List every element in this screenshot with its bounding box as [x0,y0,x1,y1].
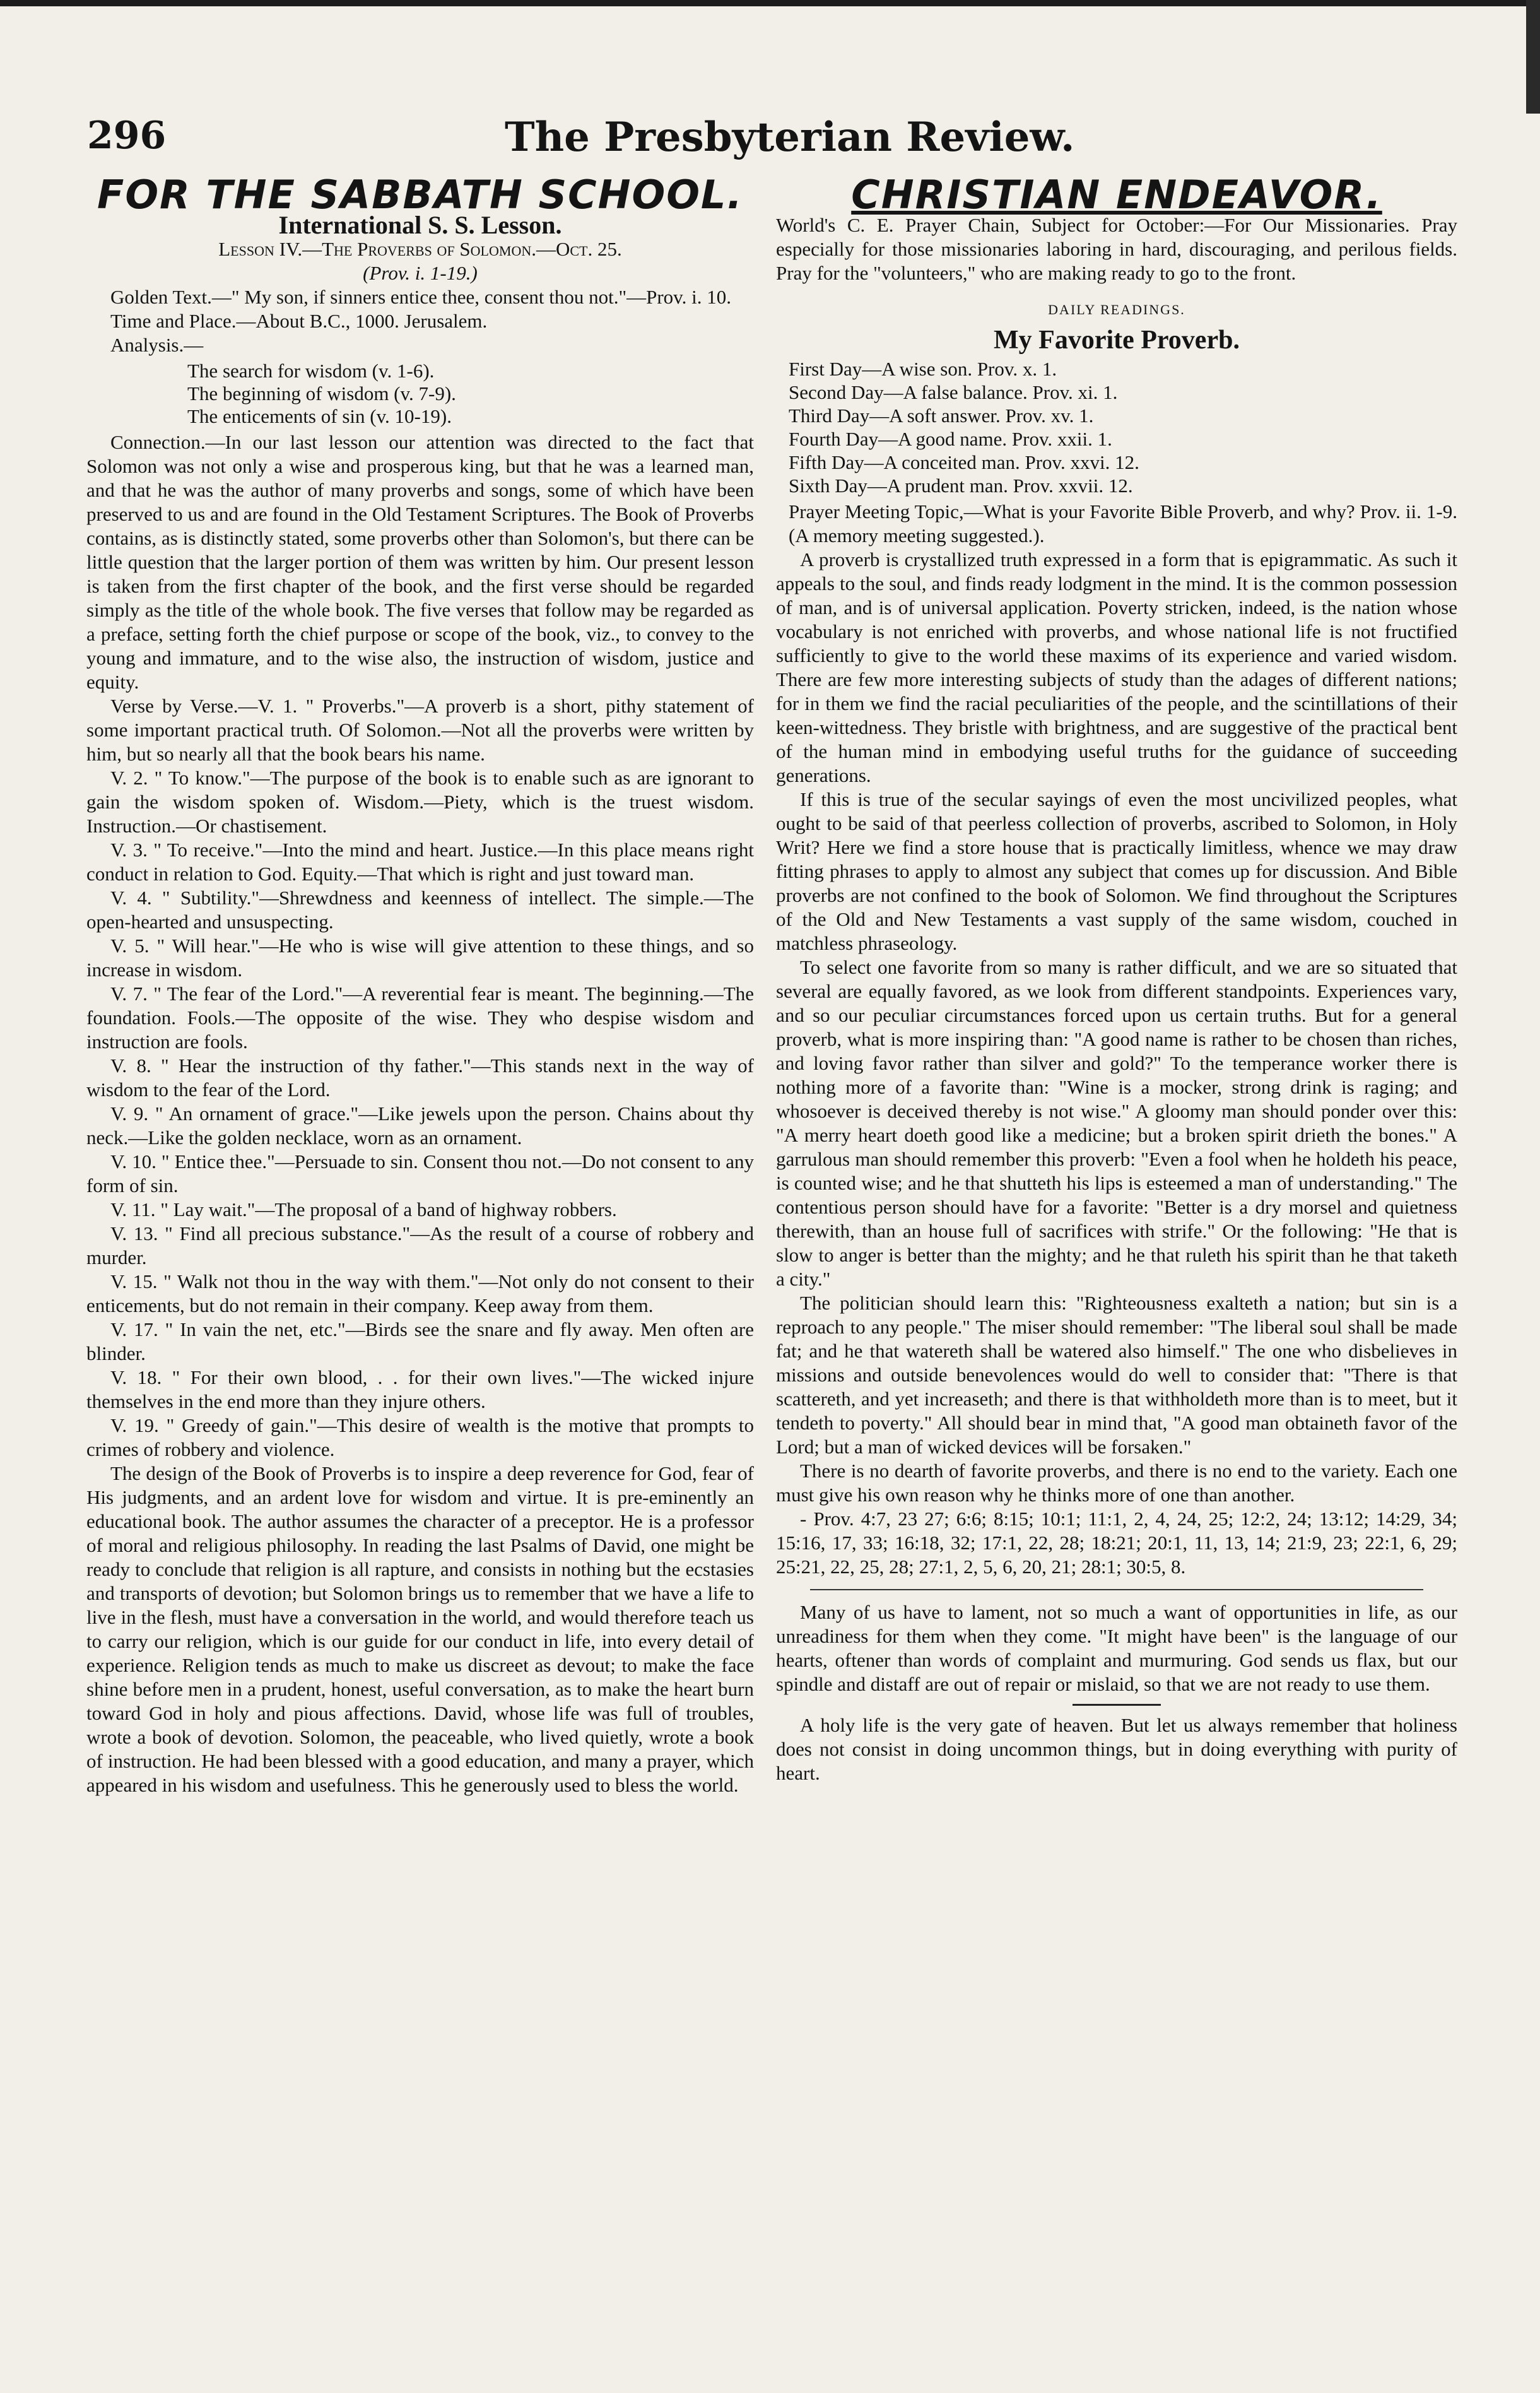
analysis-item: The search for wisdom (v. 1-6). [187,360,435,382]
reading-item: First Day—A wise son. Prov. x. 1. [789,358,1057,380]
paragraph: V. 13. " Find all precious substance."—As the result of a course of robbery and murder. [86,1222,754,1268]
paragraph: V. 11. " Lay wait."—The proposal of a band of highway robbers. [110,1198,617,1220]
prayer-chain: World's C. E. Prayer Chain, Subject for October:—For Our Missionaries. Pray especially for those missionaries laboring in hard, discouraging, and perilous fields. Pray for the "volunteers," who are making ready to go to the front. [776,214,1457,284]
analysis-label: Analysis.— [110,334,204,356]
paragraph: Connection.—In our last lesson our attention was directed to the fact that Solomon was not only a wise and prosperous king, but that he was a learned man, and that he was the author of many proverbs and songs, some of which have been preserved to us and are found in the Old Testament Scriptures. The Book of Proverbs contains, as is distinctly stated, some proverbs other than Solomon's, but there can be little question that the larger portion of them was written by him. Our present lesson is taken from the first chapter of the book, and the first verse should be regarded simply as the title of the whole book. The five verses that follow may be regarded as a preface, setting forth the chief purpose or scope of the book, viz., to convey to the young and immature, and to the wise also, the instruction of wisdom, justice and equity. [86,431,754,693]
paragraph: Verse by Verse.—V. 1. " Proverbs."—A proverb is a short, pithy statement of some important practical truth. Of Solomon.—Not all the proverbs were written by him, but so nearly all that the book bears his name. [86,695,754,765]
paragraph: Many of us have to lament, not so much a want of opportunities in life, as our unreadiness for them when they come. "It might have been" is the language of our hearts, oftener than words of complaint and murmuring. God sends us flax, but our spindle and distaff are out of repair or mislaid, so that we are not ready to use them. [776,1601,1457,1695]
reading-item: Fifth Day—A conceited man. Prov. xxvi. 12. [789,451,1139,473]
paragraph: V. 19. " Greedy of gain."—This desire of wealth is the motive that prompts to crimes of robbery and violence. [86,1414,754,1460]
golden-text: Golden Text.—" My son, if sinners entice thee, consent thou not."—Prov. i. 10. [110,286,732,308]
paragraph: V. 17. " In vain the net, etc."—Birds see the snare and fly away. Men often are blinder. [86,1318,754,1364]
readings-list [789,357,1457,497]
paragraph: A proverb is crystallized truth expressed in a form that is epigrammatic. As such it appeals to the soul, and finds ready lodgment in the mind. It is the common possession of man, and is of universal application. Poverty stricken, indeed, is the nation whose vocabulary is not enriched with proverbs, and whose national life is not fructified sufficiently to give to the world these maxims of its experience and varied wisdom. There are few more interesting subjects of study than the adages of different nations; for in them we find the racial peculiarities of the people, and the scintillations of their keen-wittedness. They bristle with brightness, and are suggestive of the practical bent of the human mind in embodying useful truths for the guidance of succeeding generations. [776,548,1457,786]
reading-item: Fourth Day—A good name. Prov. xxii. 1. [789,428,1112,450]
paragraph: V. 7. " The fear of the Lord."—A reverential fear is meant. The beginning.—The foundation. Fools.—The opposite of the wise. They who despise wisdom and instruction are fools. [86,983,754,1053]
section-divider [810,1589,1423,1590]
paragraph: V. 2. " To know."—The purpose of the book is to enable such as are ignorant to gain the wisdom spoken of. Wisdom.—Piety, which is the truest wisdom. Instruction.—Or chastisement. [86,767,754,837]
daily-readings-label: DAILY READINGS. [1048,302,1185,317]
paragraph: V. 15. " Walk not thou in the way with them."—Not only do not consent to their enticements, but do not remain in their company. Keep away from them. [86,1270,754,1316]
paragraph: The design of the Book of Proverbs is to inspire a deep reverence for God, fear of His judgments, and an ardent love for wisdom and virtue. It is pre-eminently an educational book. The author assumes the character of a preceptor. He is a professor of moral and religious philosophy. In reading the last Psalms of David, one might be ready to conclude that religion is all rapture, and consists in nothing but the ecstasies and transports of devotion; but Solomon brings us to remember that we have a life to live in the flesh, must have a conversation in the world, and would therefore teach us to carry our religion, which is our guide for our conduct in life, into every detail of experience. Religion tends as much to make us discreet as devout; to make the face shine before men in a prudent, honest, useful conversation, as to make the heart burn toward God in holy and pious affections. David, whose life was full of troubles, wrote a book of devotion. Solomon, the peaceable, who lived quietly, wrote a book of instruction. He had been blessed with a good education, and many a prayer, which appeared in his wisdom and usefulness. This he generously used to bless the world. [86,1462,754,1796]
paragraph: V. 4. " Subtility."—Shrewdness and keenness of intellect. The simple.—The open-hearted and unsuspecting. [86,887,754,933]
paragraph: V. 3. " To receive."—Into the mind and heart. Justice.—In this place means right conduct in relation to God. Equity.—That which is right and just toward man. [86,839,754,885]
paragraph: V. 18. " For their own blood, . . for their own lives."—The wicked injure themselves in the end more than they injure others. [86,1366,754,1412]
paragraph: V. 9. " An ornament of grace."—Like jewels upon the person. Chains about thy neck.—Like the golden necklace, worn as an ornament. [86,1102,754,1149]
analysis-list [187,360,754,428]
paragraph: To select one favorite from so many is rather difficult, and we are so situated that several are equally favored, as we look from different standpoints. Experiences vary, and so our peculiar circumstances forced upon us certain truths. But for a general proverb, what is more inspiring than: "A good name is rather to be chosen than riches, and loving favor rather than silver and gold?" To the temperance worker there is nothing more of a favorite than: "Wine is a mocker, strong drink is raging; and whosoever is deceived thereby is not wise." A gloomy man should ponder over this: "A merry heart doeth good like a medicine; but a broken spirit drieth the bones." A garrulous man should remember this proverb: "Even a fool when he holdeth his peace, is counted wise; and he that shutteth his lips is esteemed a man of understanding." The contentious person should have for a favorite: "Better is a dry morsel and quietness therewith, than an house full of sacrifices with strife." Or the following: "He that is slow to anger is better than the mighty; and he that ruleth his spirit than he that taketh a city." [776,956,1457,1290]
reading-item: Second Day—A false balance. Prov. xi. 1. [789,381,1118,403]
paragraph: V. 5. " Will hear."—He who is wise will give attention to these things, and so increase in wisdom. [86,935,754,981]
lesson-line: Lesson IV.—The Proverbs of Solomon.—Oct. 25. [218,238,622,260]
paragraph: A holy life is the very gate of heaven. But let us always remember that holiness does not consist in doing uncommon things, but in doing everything with purity of heart. [776,1714,1457,1784]
paragraph: V. 10. " Entice thee."—Persuade to sin. Consent thou not.—Do not consent to any form of sin. [86,1150,754,1196]
sabbath-school-column [86,172,754,1797]
time-place: Time and Place.—About B.C., 1000. Jerusalem. [110,310,488,332]
page-number: 296 [87,114,167,158]
christian-endeavor-column [776,172,1457,1785]
readings-title: My Favorite Proverb. [994,326,1240,355]
prayer-topic: Prayer Meeting Topic,—What is your Favorite Bible Proverb, and why? Prov. ii. 1-9. (A memory meeting suggested.). [789,500,1457,547]
analysis-item: The beginning of wisdom (v. 7-9). [187,382,456,405]
page-edge [1526,0,1540,114]
reading-item: Third Day—A soft answer. Prov. xv. 1. [789,405,1094,427]
short-divider [1073,1704,1161,1706]
top-border [0,0,1540,6]
paragraph: If this is true of the secular sayings of even the most uncivilized peoples, what ought to be said of that peerless collection of proverbs, ascribed to Solomon, in Holy Writ? Here we find a store house that is practically limitless, whence we may draw fitting phrases to apply to almost any subject that comes up for discussion. And Bible proverbs are not confined to the book of Solomon. We find throughout the Scriptures of the Old and New Testaments a vast supply of the same wisdom, couched in matchless phraseology. [776,788,1457,954]
paragraph: V. 8. " Hear the instruction of thy father."—This stands next in the way of wisdom to the fear of the Lord. [86,1055,754,1101]
paragraph: There is no dearth of favorite proverbs, and there is no end to the variety. Each one must give his own reason why he thinks more of one than another. [776,1460,1457,1506]
reading-item: Sixth Day—A prudent man. Prov. xxvii. 12. [789,475,1133,497]
lesson-heading: International S. S. Lesson. [278,211,562,239]
analysis-item: The enticements of sin (v. 10-19). [187,405,452,427]
lesson-reference: (Prov. i. 1-19.) [363,262,478,284]
paragraph: - Prov. 4:7, 23 27; 6:6; 8:15; 10:1; 11:1, 2, 4, 24, 25; 12:2, 24; 13:12; 14:29, 34; 15:16, 17, 33; 16:18, 32; 17:1, 22, 28; 18:21; 20:1, 11, 13, 14; 21:9, 23; 22:1, 6, 29; 25:21, 22, 25, 28; 27:1, 2, 5, 6, 20, 21; 28:1; 30:5, 8. [776,1508,1457,1578]
sabbath-school-title: FOR THE SABBATH SCHOOL. [97,172,743,218]
christian-endeavor-title: CHRISTIAN ENDEAVOR. [851,172,1382,218]
journal-title: The Presbyterian Review. [505,114,1075,161]
paragraph: The politician should learn this: "Righteousness exalteth a nation; but sin is a reproach to any people." The miser should remember: "The liberal soul shall be made fat; and he that watereth shall be watered also himself." The one who disbelieves in missions and outside benevolences would do well to consider that: "There is that scattereth, and yet increaseth; and there is that withholdeth more than is to meet, but it tendeth to poverty." All should bear in mind that, "A good man obtaineth favor of the Lord; but a man of wicked devices will be forsaken." [776,1292,1457,1458]
